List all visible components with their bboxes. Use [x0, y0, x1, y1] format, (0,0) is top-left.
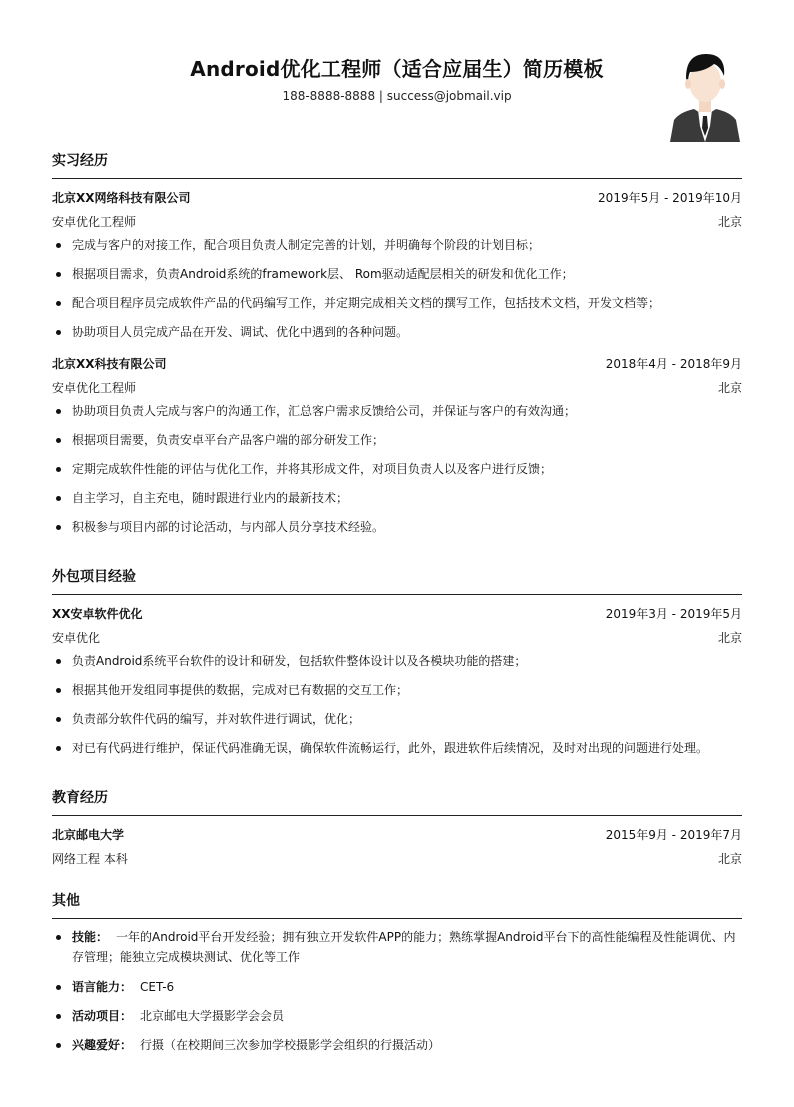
resume-header: [52, 0, 742, 150]
location: 北京: [717, 214, 742, 229]
project-name: XX安卓软件优化: [52, 606, 143, 621]
internship-entry-1: [52, 185, 742, 351]
list-item: 自主学习，自主充电，随时跟进行业内的最新技术；: [52, 488, 742, 517]
item-key: 语言能力：: [72, 980, 133, 994]
major-degree: 网络工程 本科: [52, 851, 128, 866]
resume-page: [52, 0, 742, 1084]
internship-section: [52, 150, 742, 546]
project-entry-1: [52, 601, 742, 767]
other-list: [52, 927, 742, 1064]
list-item: 根据其他开发组同事提供的数据，完成对已有数据的交互工作；: [52, 680, 742, 709]
list-item: 定期完成软件性能的评估与优化工作，并将其形成文件，对项目负责人以及客户进行反馈；: [52, 459, 742, 488]
internship-entry-2: [52, 351, 742, 546]
location: 北京: [717, 851, 742, 866]
item-value: 一年的Android平台开发经验；拥有独立开发软件APP的能力；熟练掌握Android平台下的高性能编程及性能调优、内存管理；能独立完成模块测试、优化等工作: [72, 930, 736, 964]
section-title-projects: 外包项目经验: [52, 566, 742, 595]
list-item: 负责Android系统平台软件的设计和研发，包括软件整体设计以及各模块功能的搭建；: [52, 651, 742, 680]
project-role: 安卓优化: [52, 630, 101, 645]
list-item: 负责部分软件代码的编写，并对软件进行调试，优化；: [52, 709, 742, 738]
item-value: 北京邮电大学摄影学会会员: [140, 1009, 285, 1023]
section-title-education: 教育经历: [52, 787, 742, 816]
resume-title: Android优化工程师（适合应届生）简历模板: [190, 57, 604, 81]
item-value: CET-6: [140, 980, 175, 994]
school-name: 北京邮电大学: [52, 827, 125, 842]
person-avatar-icon: [668, 46, 742, 142]
job-role: 安卓优化工程师: [52, 380, 137, 395]
list-item: 根据项目需求，负责Android系统的framework层、 Rom驱动适配层相关的研发和优化工作；: [52, 264, 742, 293]
other-section: [52, 890, 742, 1064]
date-range: 2019年5月 - 2019年10月: [598, 190, 742, 205]
list-item: [52, 1006, 742, 1035]
item-key: 兴趣爱好：: [72, 1038, 133, 1052]
list-item: 积极参与项目内部的讨论活动，与内部人员分享技术经验。: [52, 517, 742, 546]
list-item: 配合项目程序员完成软件产品的代码编写工作，并定期完成相关文档的撰写工作，包括技术文档，开发文档等；: [52, 293, 742, 322]
company-name: 北京XX网络科技有限公司: [52, 190, 191, 205]
list-item: [52, 977, 742, 1006]
list-item: 协助项目人员完成产品在开发、调试、优化中遇到的各种问题。: [52, 322, 742, 351]
list-item: 对已有代码进行维护，保证代码准确无误，确保软件流畅运行，此外，跟进软件后续情况，及时对出现的问题进行处理。: [52, 738, 742, 767]
section-title-other: 其他: [52, 890, 742, 919]
list-item: 完成与客户的对接工作，配合项目负责人制定完善的计划，并明确每个阶段的计划目标；: [52, 235, 742, 264]
date-range: 2019年3月 - 2019年5月: [605, 606, 742, 621]
list-item: [52, 927, 742, 977]
list-item: [52, 1035, 742, 1064]
company-name: 北京XX科技有限公司: [52, 356, 167, 371]
job-role: 安卓优化工程师: [52, 214, 137, 229]
date-range: 2018年4月 - 2018年9月: [605, 356, 742, 371]
date-range: 2015年9月 - 2019年7月: [605, 827, 742, 842]
list-item: 协助项目负责人完成与客户的沟通工作，汇总客户需求反馈给公司，并保证与客户的有效沟通；: [52, 401, 742, 430]
list-item: 根据项目需要，负责安卓平台产品客户端的部分研发工作；: [52, 430, 742, 459]
projects-section: [52, 566, 742, 767]
duty-list: [52, 401, 742, 546]
item-key: 技能：: [72, 930, 109, 944]
duty-list: [52, 651, 742, 767]
item-value: 行摄（在校期间三次参加学校摄影学会组织的行摄活动）: [140, 1038, 441, 1052]
location: 北京: [717, 380, 742, 395]
location: 北京: [717, 630, 742, 645]
duty-list: [52, 235, 742, 351]
section-title-internship: 实习经历: [52, 150, 742, 179]
contact-info: 188-8888-8888 | success@jobmail.vip: [282, 89, 512, 103]
education-section: [52, 787, 742, 870]
education-entry-1: [52, 822, 742, 870]
item-key: 活动项目：: [72, 1009, 133, 1023]
